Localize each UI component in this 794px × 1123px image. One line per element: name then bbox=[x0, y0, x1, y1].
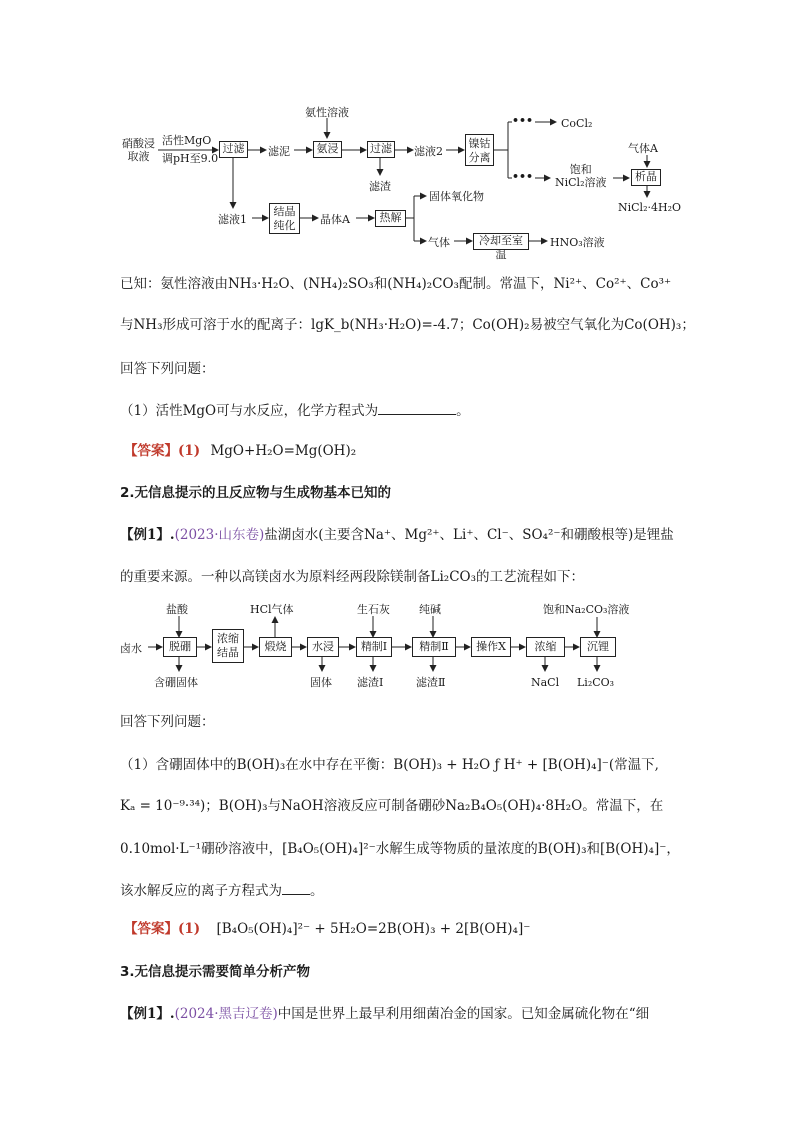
q2-line4 bbox=[120, 881, 324, 900]
q2-line1: （1）含硼固体中的B(OH)₃在水中存在平衡：B(OH)₃ + H₂O ƒ H⁺ + [B(OH)₄]⁻(常温下, bbox=[120, 757, 659, 773]
q2-line3: 0.10mol·L⁻¹硼砂溶液中，[B₄O₅(OH)₄]²⁻水解生成等物质的量浓度的B(OH)₃和[B(OH)₄]⁻， bbox=[120, 841, 680, 857]
cool-box: 冷却至室温 bbox=[473, 233, 529, 250]
ans2-eq: [B₄O₅(OH)₄]²⁻ + 5H₂O=2B(OH)₃ + 2[B(OH)₄]⁻ bbox=[216, 921, 531, 937]
solid-oxide-label: 固体氧化物 bbox=[429, 190, 484, 203]
q1-suffix: 。 bbox=[456, 403, 470, 419]
answer-prompt2: 回答下列问题： bbox=[120, 714, 215, 730]
calcine-box: 煅烧 bbox=[259, 637, 292, 657]
reagent-bottom: 调pH至9.0 bbox=[162, 152, 219, 165]
pyrolysis-box: 热解 bbox=[375, 210, 406, 227]
purify-line2: 纯化 bbox=[273, 219, 296, 232]
residue1-label: 滤渣Ⅰ bbox=[357, 676, 384, 689]
example1 bbox=[120, 526, 674, 544]
filtrate1-label: 滤液1 bbox=[218, 213, 247, 226]
sat-line2: NiCl₂溶液 bbox=[555, 176, 607, 189]
mud-label: 滤泥 bbox=[268, 145, 290, 158]
separation-box bbox=[465, 134, 494, 166]
sat-na2co3-label: 饱和Na₂CO₃溶液 bbox=[543, 603, 630, 616]
ammonia-leach-box: 氨浸 bbox=[313, 141, 342, 158]
filter1-box: 过滤 bbox=[219, 141, 248, 158]
ex1-text: 盐湖卤水(主要含Na⁺、Mg²⁺、Li⁺、Cl⁻、SO₄²⁻和硼酸根等)是锂盐 bbox=[264, 527, 674, 543]
li2co3-label: Li₂CO₃ bbox=[577, 676, 615, 689]
ans2-label: 【答案】(1) bbox=[124, 921, 201, 937]
hcl-gas-label: HCl气体 bbox=[250, 603, 294, 616]
deboron-box: 脱硼 bbox=[163, 637, 197, 657]
conc-line1: 浓缩 bbox=[217, 632, 239, 645]
question1 bbox=[120, 401, 470, 420]
ex1-line2: 的重要来源。一种以高镁卤水为原料经两段除镁制备Li₂CO₃的工艺流程如下： bbox=[120, 569, 585, 585]
water-leach-box: 水浸 bbox=[307, 637, 339, 657]
flow1-start bbox=[122, 137, 155, 163]
q2-line4-suffix: 。 bbox=[310, 883, 324, 899]
precip-li-box: 沉锂 bbox=[580, 637, 616, 657]
q2-line2: Kₐ = 10⁻⁹·³⁴)；B(OH)₃与NaOH溶液反应可制备硼砂Na₂B₄O₅(OH)₄·8H₂O。常温下，在 bbox=[120, 798, 664, 814]
solid-label: 固体 bbox=[310, 676, 332, 689]
nacl-label: NaCl bbox=[531, 676, 560, 689]
ammonia-solution-label: 氨性溶液 bbox=[305, 106, 349, 119]
cocl2-label: CoCl₂ bbox=[561, 117, 593, 130]
refine2-box: 精制Ⅱ bbox=[412, 637, 456, 657]
conc-cryst-box bbox=[212, 629, 244, 663]
ans1-eq: MgO+H₂O=Mg(OH)₂ bbox=[210, 443, 357, 459]
answer-prompt1: 回答下列问题： bbox=[120, 361, 215, 377]
ans1-label: 【答案】(1) bbox=[124, 443, 201, 459]
gas-a-label: 气体A bbox=[628, 142, 658, 155]
sat-nicl2 bbox=[555, 163, 607, 189]
ex3-label: 【例1】. bbox=[120, 1006, 175, 1022]
start-line2: 取液 bbox=[127, 150, 150, 163]
dots2: ••• bbox=[512, 170, 534, 183]
ex1-label: 【例1】. bbox=[120, 527, 175, 543]
gas-label: 气体 bbox=[428, 236, 450, 249]
filtrate2-label: 滤液2 bbox=[414, 145, 443, 158]
separation-line2: 分离 bbox=[468, 151, 491, 164]
nicl2-product-label: NiCl₂·4H₂O bbox=[618, 201, 682, 214]
reagent-top: 活性MgO bbox=[162, 134, 212, 147]
flow-diagram-1 bbox=[0, 0, 794, 260]
flow-diagram-2 bbox=[0, 595, 794, 695]
concentrate-box: 浓缩 bbox=[526, 637, 565, 657]
section3-heading: 3.无信息提示需要简单分析产物 bbox=[120, 964, 311, 980]
residue2-label: 滤渣Ⅱ bbox=[416, 676, 446, 689]
q1-prefix: （1）活性MgO可与水反应，化学方程式为 bbox=[120, 403, 379, 419]
example3 bbox=[120, 1005, 649, 1023]
dots1: ••• bbox=[512, 114, 534, 127]
quicklime-label: 生石灰 bbox=[357, 603, 390, 616]
hcl-label: 盐酸 bbox=[166, 603, 188, 616]
ex3-source: (2024·黑吉辽卷) bbox=[174, 1006, 278, 1022]
ex1-source: (2023·山东卷) bbox=[174, 527, 265, 543]
hno3-label: HNO₃溶液 bbox=[550, 236, 605, 249]
section2-heading: 2.无信息提示的且反应物与生成物基本已知的 bbox=[120, 485, 392, 501]
answer2 bbox=[124, 920, 530, 938]
answer1 bbox=[124, 442, 356, 460]
residue-label: 滤渣 bbox=[369, 180, 391, 193]
conc-line2: 结晶 bbox=[217, 646, 239, 659]
crystallize-box: 析晶 bbox=[631, 169, 661, 186]
purify-line1: 结晶 bbox=[273, 205, 296, 218]
start-line1: 硝酸浸 bbox=[122, 137, 155, 150]
boron-solid-label: 含硼固体 bbox=[154, 676, 198, 689]
known-line2: 与NH₃形成可溶于水的配离子：lgK_b(NH₃·H₂O)=-4.7；Co(OH)₂易被空气氧化为Co(OH)₃； bbox=[120, 317, 695, 333]
separation-line1: 镍钴 bbox=[468, 137, 491, 150]
soda-label: 纯碱 bbox=[419, 603, 441, 616]
ex3-text: 中国是世界上最早利用细菌冶金的国家。已知金属硫化物在“细 bbox=[277, 1006, 650, 1022]
filter2-box: 过滤 bbox=[367, 141, 395, 158]
brine-label: 卤水 bbox=[120, 642, 142, 655]
q2-blank bbox=[282, 881, 310, 895]
crystal-a-label: 晶体A bbox=[320, 213, 350, 226]
sat-line1: 饱和 bbox=[569, 163, 592, 176]
q1-blank bbox=[378, 401, 456, 415]
operation-x-box: 操作X bbox=[471, 637, 511, 657]
refine1-box: 精制Ⅰ bbox=[356, 637, 392, 657]
purify-box bbox=[269, 203, 300, 234]
known-line1: 已知：氨性溶液由NH₃·H₂O、(NH₄)₂SO₃和(NH₄)₂CO₃配制。常温下，Ni²⁺、Co²⁺、Co³⁺ bbox=[120, 276, 672, 292]
q2-line4-prefix: 该水解反应的离子方程式为 bbox=[120, 883, 282, 899]
